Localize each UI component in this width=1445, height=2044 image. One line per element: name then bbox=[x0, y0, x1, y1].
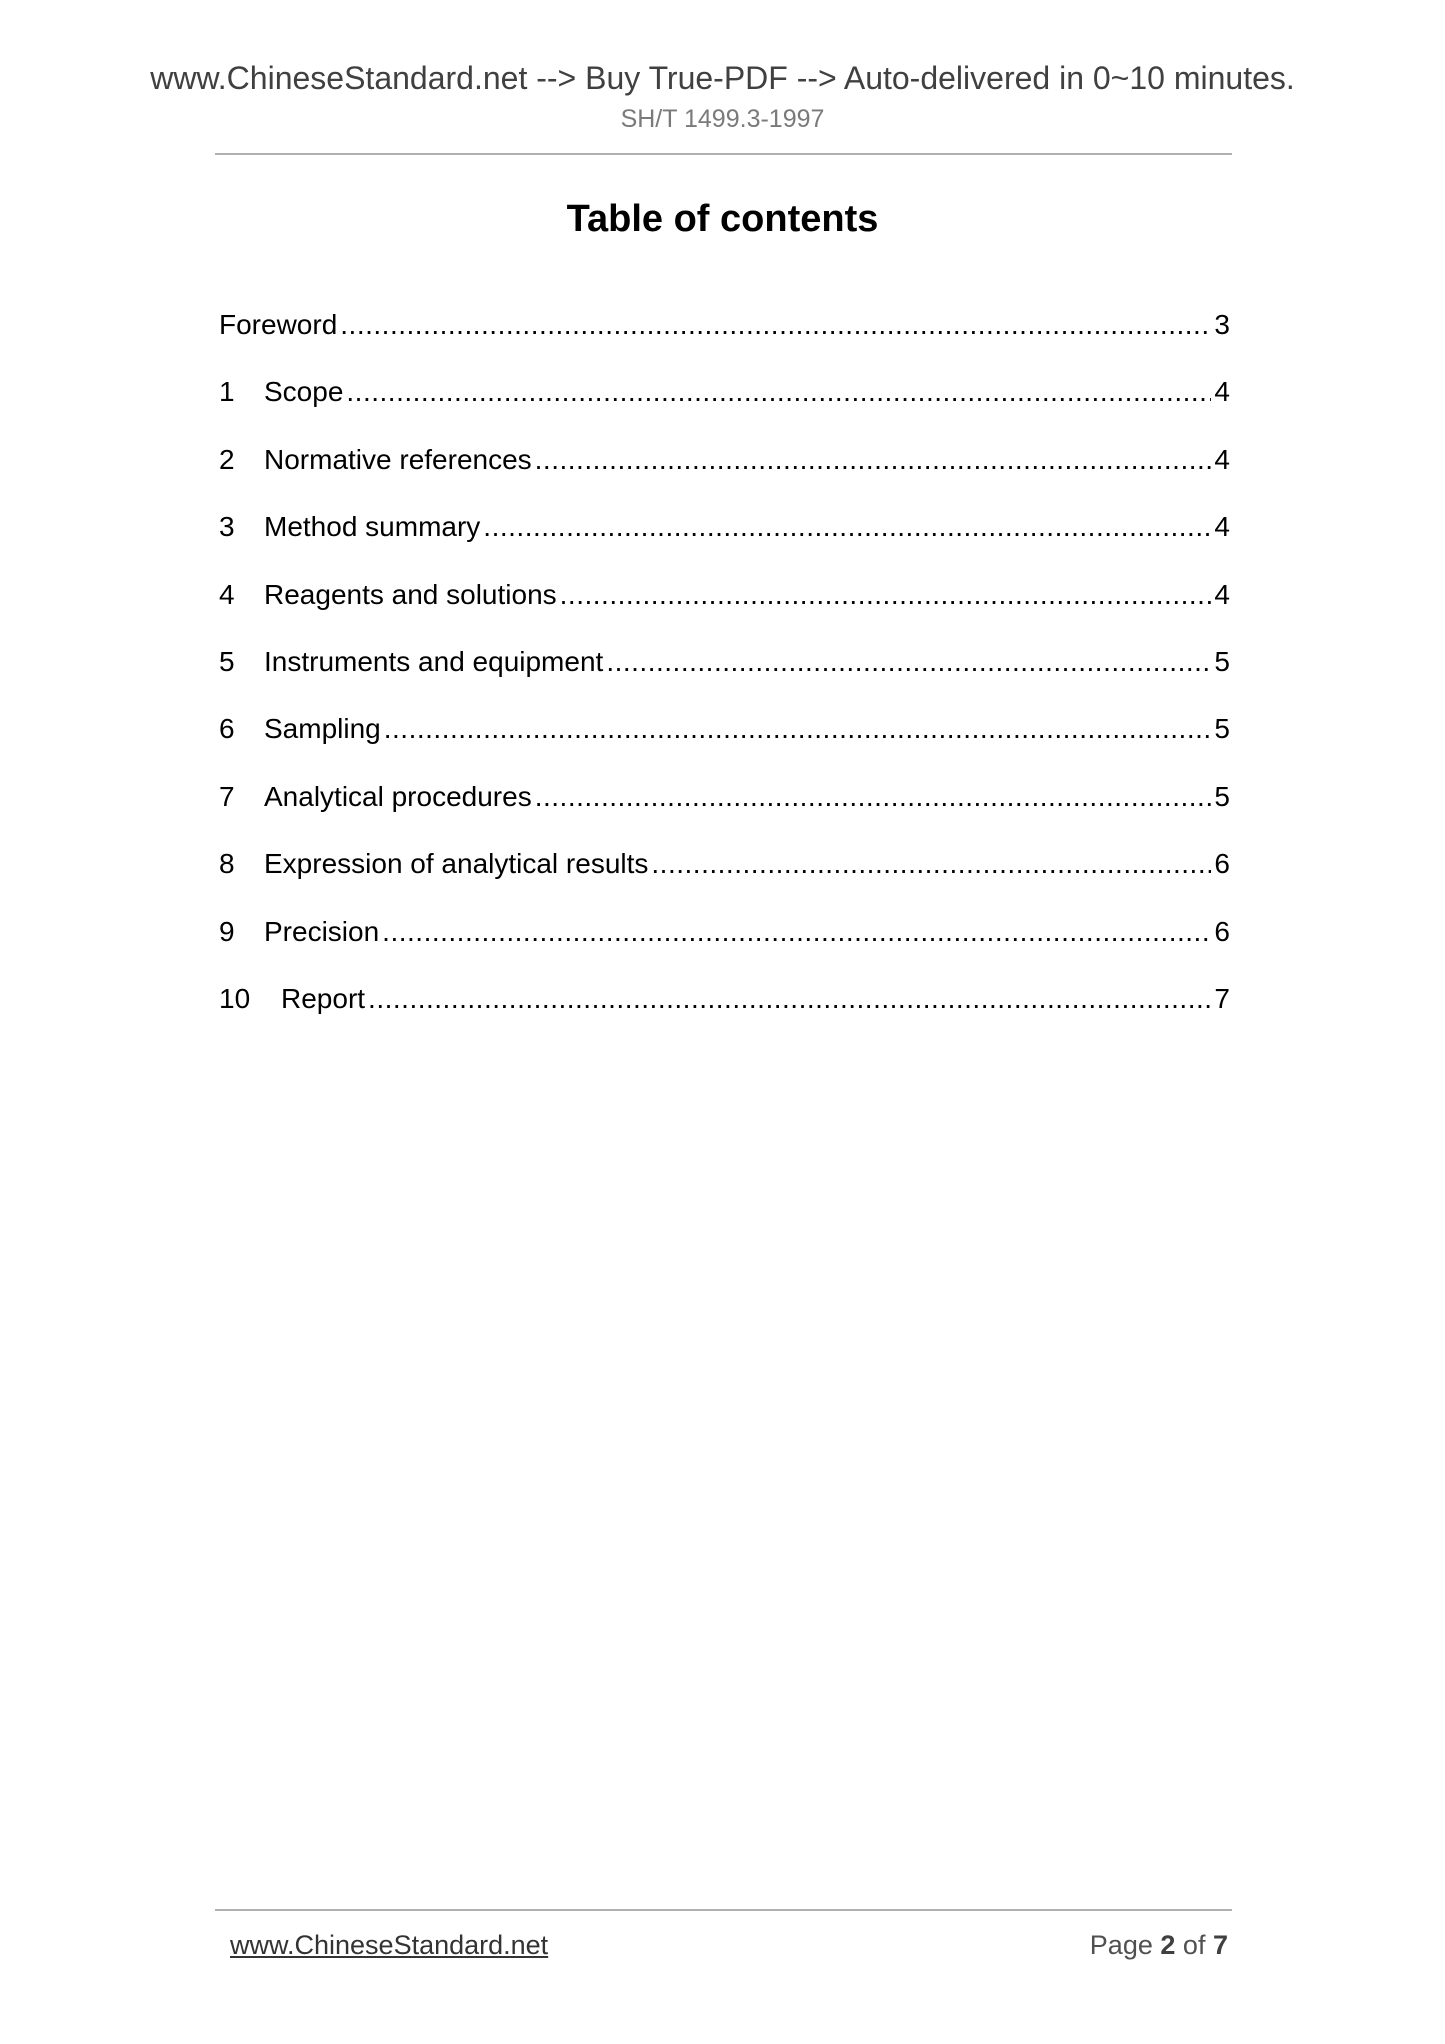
total-page-number: 7 bbox=[1212, 1930, 1228, 1960]
toc-entry-page: 3 bbox=[1214, 309, 1230, 340]
toc-entry-page: 5 bbox=[1214, 713, 1230, 745]
toc-leader-dots bbox=[606, 645, 1211, 679]
toc-leader-dots bbox=[535, 443, 1212, 477]
toc-entry-label: Reagents and solutions bbox=[264, 578, 557, 610]
header-divider bbox=[215, 153, 1232, 155]
toc-leader-dots bbox=[346, 375, 1211, 409]
toc-entry-label: Expression of analytical results bbox=[264, 848, 649, 880]
toc-entry-number: 10 bbox=[219, 982, 251, 1014]
page-indicator bbox=[1090, 1928, 1228, 1962]
toc-entry-label: Foreword bbox=[219, 309, 338, 340]
toc-entry-instruments[interactable] bbox=[219, 645, 1230, 712]
toc-leader-dots bbox=[384, 712, 1212, 746]
toc-entry-report[interactable] bbox=[219, 982, 1230, 1049]
toc-entry-number: 5 bbox=[219, 645, 235, 677]
toc-leader-dots bbox=[651, 847, 1211, 881]
toc-entry-number: 4 bbox=[219, 578, 235, 610]
toc-entry-expression-of-results[interactable] bbox=[219, 847, 1230, 914]
toc-entry-label: Instruments and equipment bbox=[264, 645, 604, 677]
toc-entry-analytical-procedures[interactable] bbox=[219, 780, 1230, 847]
toc-entry-page: 4 bbox=[1214, 511, 1230, 543]
toc-entry-precision[interactable] bbox=[219, 915, 1230, 982]
standard-code: SH/T 1499.3-1997 bbox=[620, 105, 825, 133]
toc-entry-number: 2 bbox=[219, 443, 235, 475]
toc-leader-dots bbox=[368, 982, 1211, 1016]
toc-entry-scope[interactable] bbox=[219, 375, 1230, 442]
toc-entry-label: Normative references bbox=[264, 443, 532, 475]
toc-entry-page: 5 bbox=[1214, 645, 1230, 677]
page-of: of bbox=[1182, 1930, 1206, 1960]
table-of-contents bbox=[219, 308, 1230, 1049]
toc-entry-page: 7 bbox=[1214, 982, 1230, 1014]
toc-entry-foreword[interactable] bbox=[219, 308, 1230, 375]
toc-entry-page: 6 bbox=[1214, 915, 1230, 947]
toc-entry-page: 6 bbox=[1214, 848, 1230, 880]
toc-entry-number: 1 bbox=[219, 376, 235, 408]
toc-entry-sampling[interactable] bbox=[219, 712, 1230, 779]
toc-entry-label: Analytical procedures bbox=[264, 780, 532, 812]
toc-entry-method-summary[interactable] bbox=[219, 510, 1230, 577]
toc-leader-dots bbox=[340, 308, 1211, 342]
toc-leader-dots bbox=[382, 915, 1211, 949]
toc-entry-label: Scope bbox=[264, 376, 344, 408]
toc-entry-page: 4 bbox=[1214, 376, 1230, 408]
toc-entry-label: Sampling bbox=[264, 713, 381, 745]
header-banner: www.ChineseStandard.net --> Buy True-PDF --> Auto-delivered in 0~10 minutes. bbox=[150, 60, 1295, 96]
toc-entry-label: Precision bbox=[264, 915, 380, 947]
toc-entry-number: 9 bbox=[219, 915, 235, 947]
toc-entry-page: 5 bbox=[1214, 780, 1230, 812]
toc-entry-number: 6 bbox=[219, 713, 235, 745]
page-title: Table of contents bbox=[566, 198, 879, 240]
footer-website-link[interactable]: www.ChineseStandard.net bbox=[230, 1930, 549, 1960]
toc-entry-page: 4 bbox=[1214, 578, 1230, 610]
footer-divider bbox=[215, 1909, 1232, 1911]
toc-entry-reagents[interactable] bbox=[219, 578, 1230, 645]
toc-leader-dots bbox=[483, 510, 1211, 544]
toc-entry-label: Report bbox=[281, 982, 366, 1014]
toc-entry-label: Method summary bbox=[264, 511, 481, 543]
toc-entry-page: 4 bbox=[1214, 443, 1230, 475]
toc-entry-normative-references[interactable] bbox=[219, 443, 1230, 510]
toc-leader-dots bbox=[560, 578, 1212, 612]
toc-entry-number: 3 bbox=[219, 511, 235, 543]
toc-entry-number: 7 bbox=[219, 780, 235, 812]
toc-leader-dots bbox=[535, 780, 1212, 814]
toc-entry-number: 8 bbox=[219, 848, 235, 880]
current-page-number: 2 bbox=[1160, 1930, 1176, 1960]
page-prefix: Page bbox=[1089, 1930, 1153, 1960]
